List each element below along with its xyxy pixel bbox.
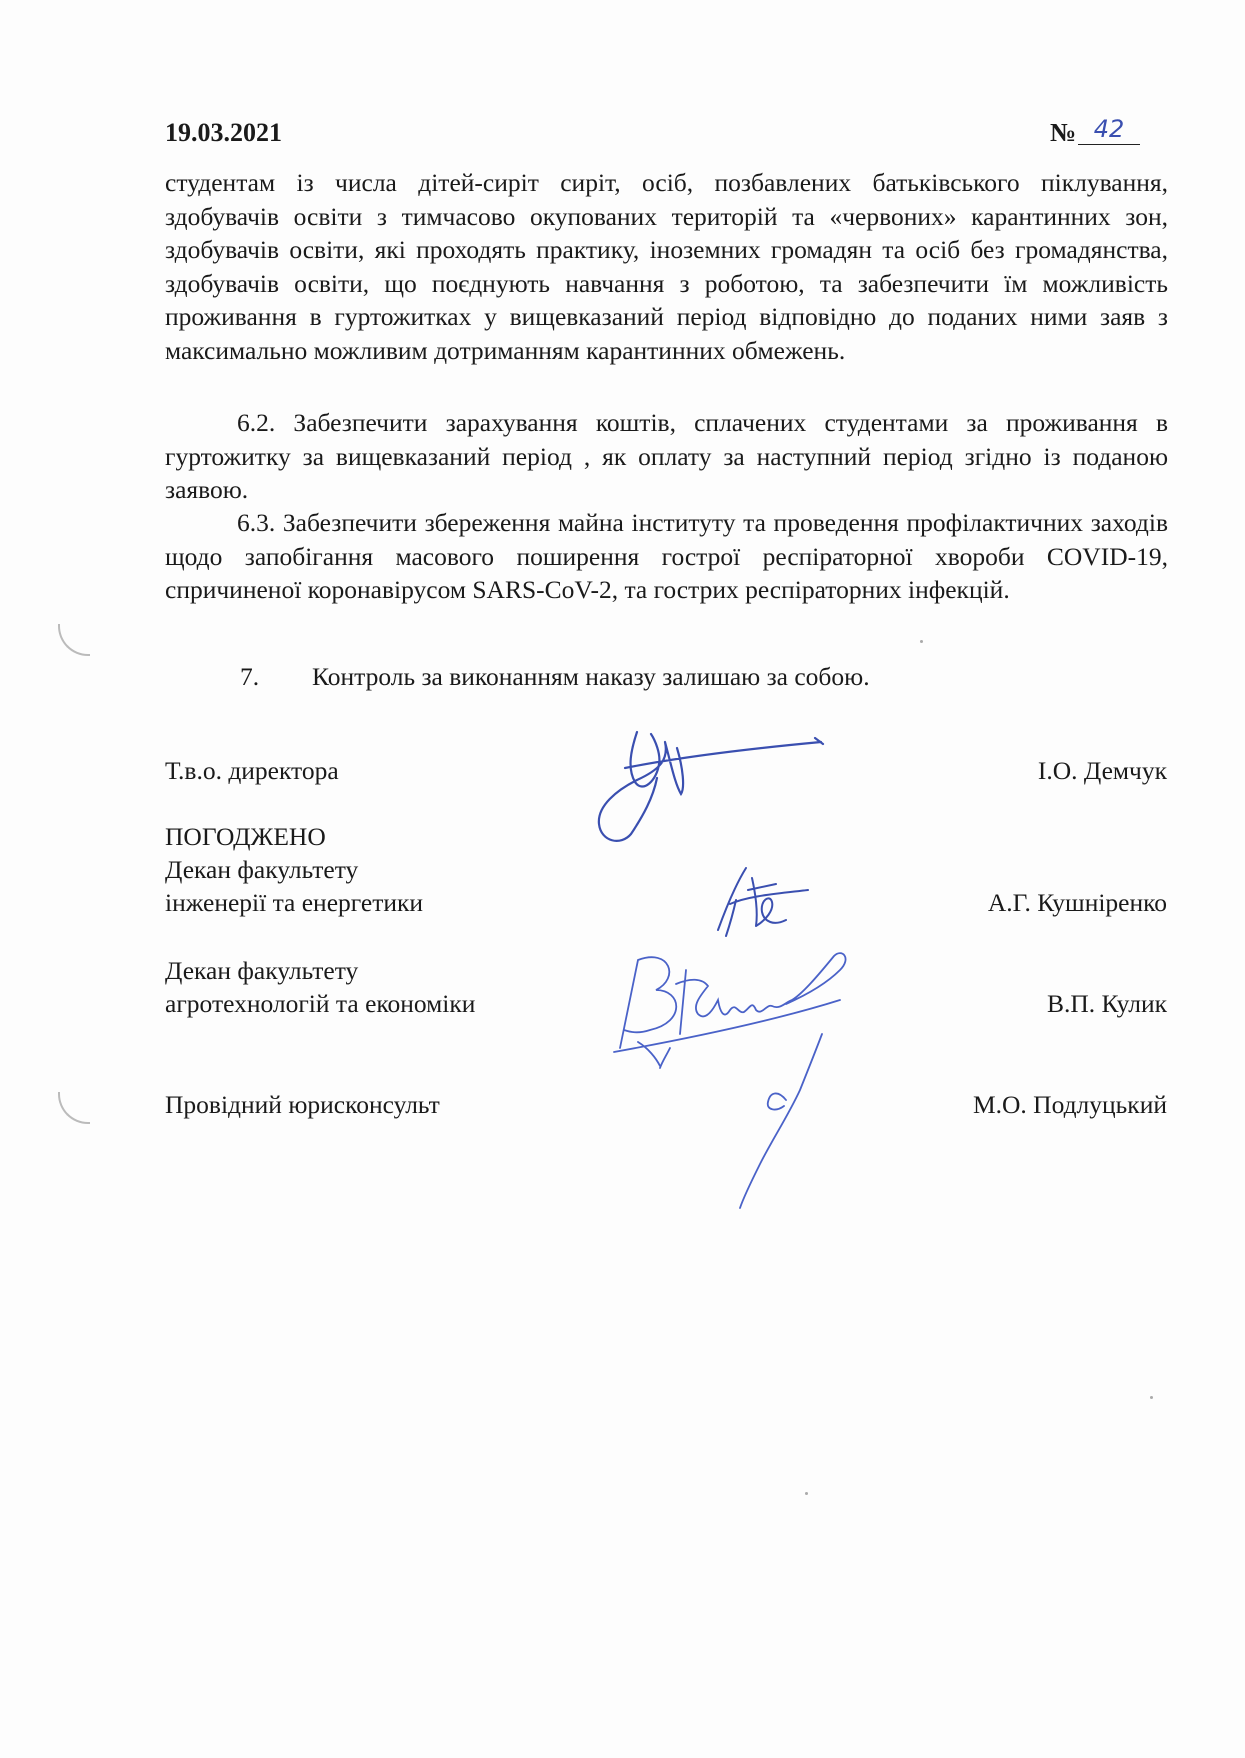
paragraph-7 (240, 660, 1140, 694)
dean1-name: А.Г. Кушніренко (987, 888, 1167, 917)
dean2-signature (590, 930, 950, 1210)
director-signature (565, 720, 835, 850)
director-name: І.О. Демчук (1037, 756, 1167, 785)
paragraph-6-2: 6.2. Забезпечити зарахування коштів, сплачених студентами за проживання в гуртожитку за вищевказаний період , як оплату за наступний період згідно із поданою заявою. (165, 408, 1168, 505)
document-number-label: № (1050, 118, 1077, 147)
dean2-name: В.П. Кулик (1046, 989, 1167, 1018)
director-title: Т.в.о. директора (165, 756, 339, 785)
approved-label: ПОГОДЖЕНО (165, 822, 326, 851)
dean2-title-line2: агротехнологій та економіки (165, 989, 476, 1018)
lawyer-name: М.О. Подлуцький (972, 1090, 1167, 1119)
paragraph-continuation: студентам із числа дітей-сиріт сиріт, осіб, позбавлених батьківського піклування, здобувачів освіти з тимчасово окупованих територій та «червоних» карантинних зон, здобувачів освіти, які проходять практику, іноземних громадян та осіб без громадянства, здобувачів освіти, що поєднують навчання з роботою, та забезпечити їм можливість проживання в гуртожитках у вищевказаний період відповідно до поданих ними заяв з максимально можливим дотриманням карантинних обмежень. (165, 168, 1168, 365)
scan-speck (1150, 1396, 1153, 1399)
dean2-title-line1: Декан факультету (165, 956, 359, 985)
dean1-signature (690, 860, 830, 940)
dean1-title-line2: інженерії та енергетики (165, 888, 424, 917)
punch-hole-mark (58, 624, 90, 656)
lawyer-title: Провідний юрисконсульт (165, 1090, 440, 1119)
paragraph-6-3: 6.3. Забезпечити збереження майна інституту та проведення профілактичних заходів щодо запобігання масового поширення гострої респіраторної хвороби COVID-19, спричиненої коронавірусом SARS-CoV-2, та гострих респіраторних інфекцій. (165, 508, 1168, 605)
document-number-value: 42 (1078, 114, 1140, 145)
dean1-title-line1: Декан факультету (165, 855, 359, 884)
item-text: Контроль за виконанням наказу залишаю за собою. (312, 662, 870, 691)
punch-hole-mark (58, 1092, 90, 1124)
item-number: 7. (240, 662, 260, 691)
scan-speck (805, 1492, 808, 1495)
document-date: 19.03.2021 (165, 118, 282, 147)
scan-speck (920, 640, 923, 643)
